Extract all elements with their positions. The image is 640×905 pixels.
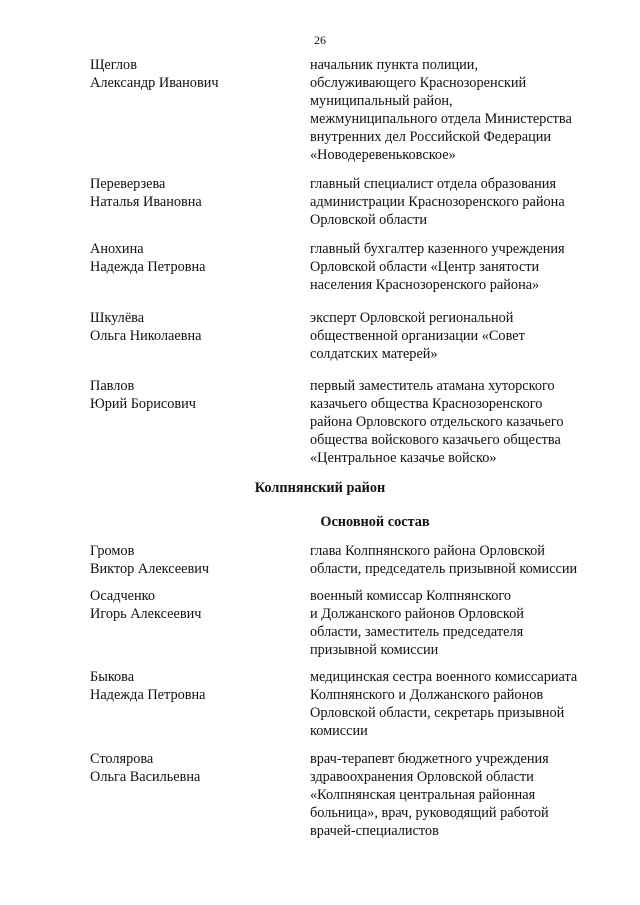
position-line: внутренних дел Российской Федерации	[310, 129, 552, 145]
member-name	[90, 56, 290, 92]
member-surname: Столярова	[90, 751, 154, 767]
position-line: общества войскового казачьего общества	[310, 432, 561, 448]
member-name	[90, 175, 290, 211]
member-given-names: Наталья Ивановна	[90, 194, 202, 210]
position-line: Орловской области «Центр занятости	[310, 259, 540, 275]
member-position	[310, 587, 610, 659]
position-line: эксперт Орловской региональной	[310, 310, 514, 326]
position-line: Колпнянского и Должанского районов	[310, 687, 544, 703]
member-surname: Быкова	[90, 669, 135, 685]
position-line: общественной организации «Совет	[310, 328, 525, 344]
position-line: муниципальный район,	[310, 93, 453, 109]
position-line: области, заместитель председателя	[310, 624, 524, 640]
member-name	[90, 750, 290, 786]
member-given-names: Ольга Васильевна	[90, 769, 201, 785]
member-given-names: Надежда Петровна	[90, 687, 206, 703]
position-line: Орловской области	[310, 212, 427, 228]
position-line: врачей-специалистов	[310, 823, 439, 839]
position-line: здравоохранения Орловской области	[310, 769, 534, 785]
position-line: администрации Краснозоренского района	[310, 194, 565, 210]
member-position	[310, 56, 610, 164]
position-line: области, председатель призывной комиссии	[310, 561, 578, 577]
member-given-names: Юрий Борисович	[90, 396, 196, 412]
position-line: и Должанского районов Орловской	[310, 606, 524, 622]
position-line: начальник пункта полиции,	[310, 57, 479, 73]
position-line: Орловской области, секретарь призывной	[310, 705, 565, 721]
member-surname: Щеглов	[90, 57, 137, 73]
member-name	[90, 587, 290, 623]
member-surname: Громов	[90, 543, 135, 559]
member-surname: Переверзева	[90, 176, 166, 192]
position-line: врач-терапевт бюджетного учреждения	[310, 751, 549, 767]
member-name	[90, 542, 290, 578]
member-position	[310, 668, 610, 740]
member-surname: Осадченко	[90, 588, 156, 604]
member-name	[90, 240, 290, 276]
position-line: главный бухгалтер казенного учреждения	[310, 241, 565, 257]
composition-heading: Основной состав	[320, 514, 430, 530]
member-given-names: Александр Иванович	[90, 75, 219, 91]
position-line: военный комиссар Колпнянского	[310, 588, 512, 604]
position-line: «Центральное казачье войско»	[310, 450, 497, 466]
member-given-names: Ольга Николаевна	[90, 328, 202, 344]
page-number: 26	[314, 33, 326, 47]
position-line: глава Колпнянского района Орловской	[310, 543, 545, 559]
position-line: больница», врач, руководящий работой	[310, 805, 549, 821]
position-line: комиссии	[310, 723, 368, 739]
member-position	[310, 175, 610, 229]
member-surname: Анохина	[90, 241, 144, 257]
position-line: первый заместитель атамана хуторского	[310, 378, 555, 394]
member-position	[310, 309, 610, 363]
position-line: обслуживающего Краснозоренский	[310, 75, 527, 91]
member-given-names: Виктор Алексеевич	[90, 561, 210, 577]
member-given-names: Игорь Алексеевич	[90, 606, 202, 622]
position-line: солдатских матерей»	[310, 346, 438, 362]
position-line: межмуниципального отдела Министерства	[310, 111, 572, 127]
member-name	[90, 668, 290, 704]
position-line: «Колпнянская центральная районная	[310, 787, 536, 803]
position-line: медицинская сестра военного комиссариата	[310, 669, 578, 685]
member-position	[310, 240, 610, 294]
position-line: призывной комиссии	[310, 642, 439, 658]
member-name	[90, 377, 290, 413]
member-surname: Павлов	[90, 378, 135, 394]
member-position	[310, 750, 610, 840]
member-position	[310, 377, 610, 467]
position-line: района Орловского отдельского казачьего	[310, 414, 564, 430]
position-line: «Новодеревеньковское»	[310, 147, 456, 163]
member-surname: Шкулёва	[90, 310, 145, 326]
member-given-names: Надежда Петровна	[90, 259, 206, 275]
position-line: населения Краснозоренского района»	[310, 277, 540, 293]
district-heading: Колпнянский район	[254, 480, 386, 496]
position-line: казачьего общества Краснозоренского	[310, 396, 543, 412]
member-position	[310, 542, 610, 578]
position-line: главный специалист отдела образования	[310, 176, 557, 192]
member-name	[90, 309, 290, 345]
